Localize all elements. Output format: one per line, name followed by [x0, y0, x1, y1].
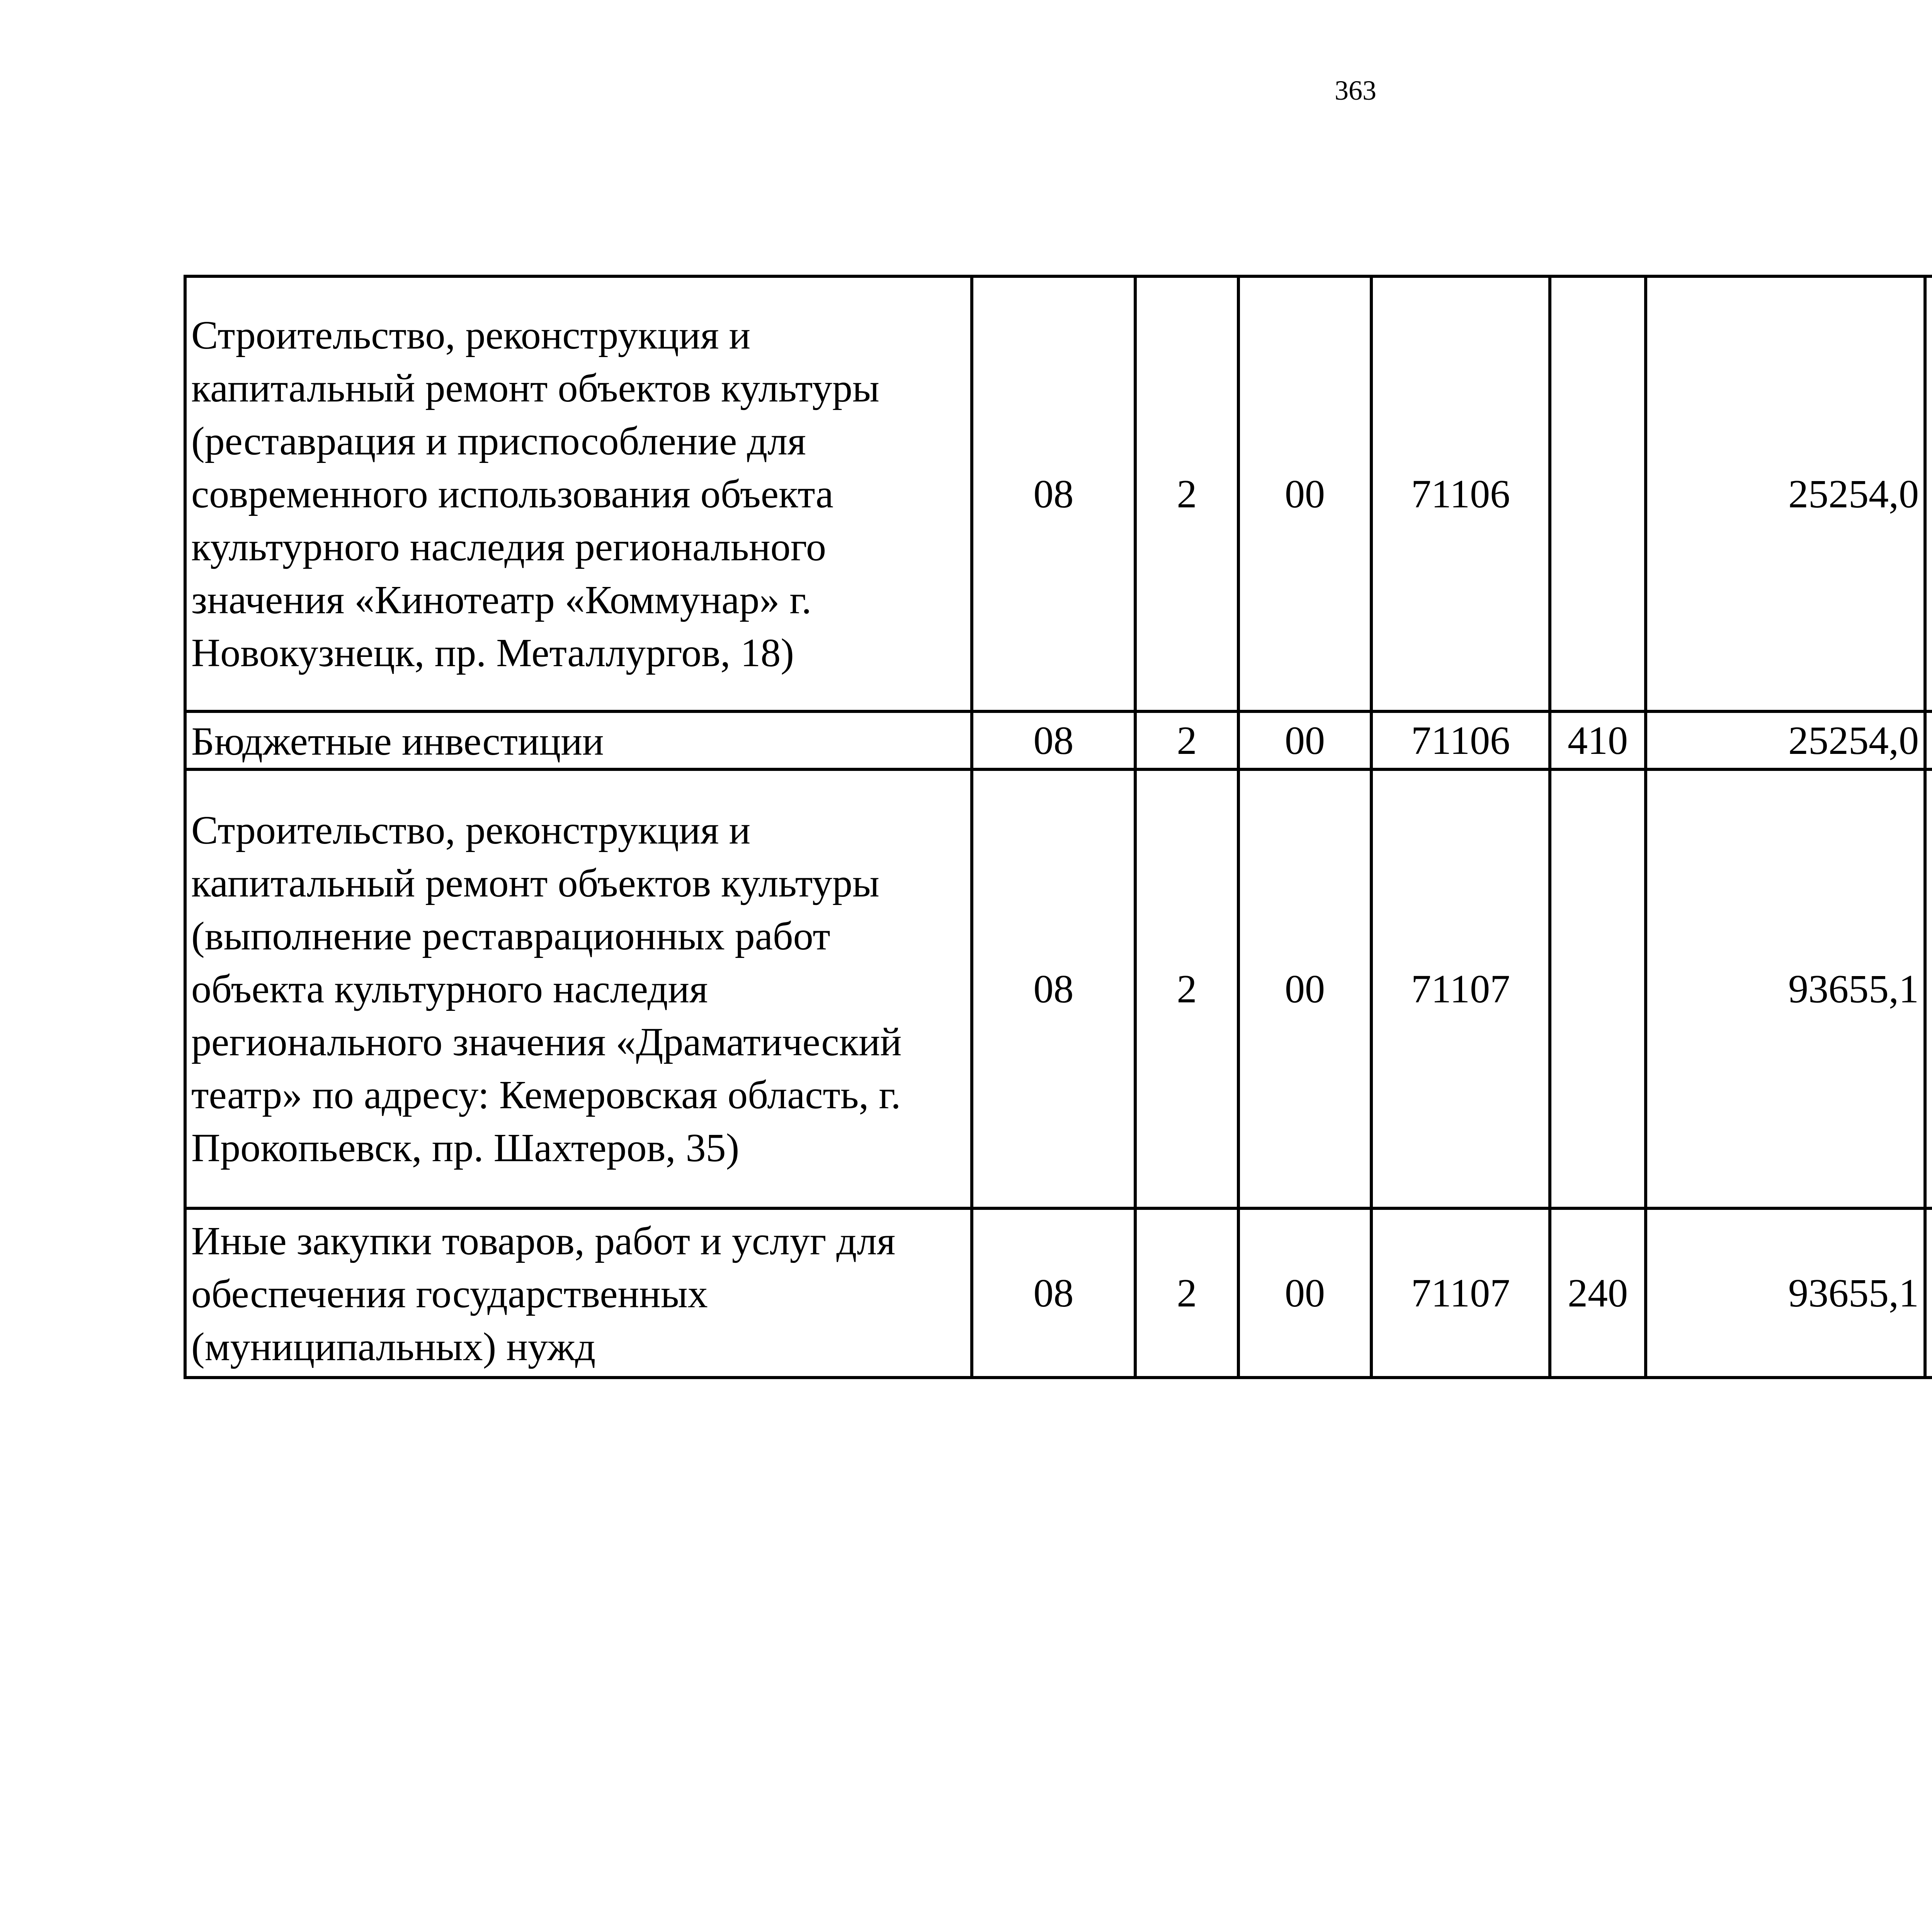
table-row	[185, 711, 1932, 769]
page-number: 363	[1335, 75, 1376, 106]
direction-cell: 71107	[1371, 1208, 1550, 1378]
row-name-cell: Строительство, реконструкция и капитальный ремонт объектов культуры (выполнение реставрационных работ объекта культурного наследия регионального значения «Драматический театр» по адресу: Кемеровская область, г. Прокопьевск, пр. Шахтеров, 35)	[185, 769, 972, 1208]
direction-cell: 71107	[1371, 769, 1550, 1208]
expense-type-cell	[1550, 769, 1646, 1208]
program-cell: 2	[1135, 276, 1238, 711]
direction-cell: 71106	[1371, 711, 1550, 769]
row-name-cell: Бюджетные инвестиции	[185, 711, 972, 769]
subprogram-cell: 00	[1238, 769, 1371, 1208]
program-cell: 2	[1135, 1208, 1238, 1378]
amount-cell: 25254,0	[1646, 276, 1925, 711]
expense-type-cell: 240	[1550, 1208, 1646, 1378]
extra-cell-1	[1925, 711, 1932, 769]
subprogram-cell: 00	[1238, 711, 1371, 769]
section-cell: 08	[972, 711, 1135, 769]
row-name-cell: Иные закупки товаров, работ и услуг для обеспечения государственных (муниципальных) нужд	[185, 1208, 972, 1378]
program-cell: 2	[1135, 711, 1238, 769]
budget-table	[184, 275, 1932, 1379]
subprogram-cell: 00	[1238, 1208, 1371, 1378]
section-cell: 08	[972, 276, 1135, 711]
row-name-cell: Строительство, реконструкция и капитальный ремонт объектов культуры (реставрация и приспособление для современного использования объекта культурного наследия регионального значения «Кинотеатр «Коммунар» г. Новокузнецк, пр. Металлургов, 18)	[185, 276, 972, 711]
section-cell: 08	[972, 769, 1135, 1208]
extra-cell-1	[1925, 1208, 1932, 1378]
table-row	[185, 276, 1932, 711]
amount-cell: 93655,1	[1646, 1208, 1925, 1378]
expense-type-cell: 410	[1550, 711, 1646, 769]
amount-cell: 25254,0	[1646, 711, 1925, 769]
program-cell: 2	[1135, 769, 1238, 1208]
table-row	[185, 769, 1932, 1208]
section-cell: 08	[972, 1208, 1135, 1378]
expense-type-cell	[1550, 276, 1646, 711]
table-row	[185, 1208, 1932, 1378]
extra-cell-1	[1925, 276, 1932, 711]
direction-cell: 71106	[1371, 276, 1550, 711]
amount-cell: 93655,1	[1646, 769, 1925, 1208]
subprogram-cell: 00	[1238, 276, 1371, 711]
extra-cell-1	[1925, 769, 1932, 1208]
